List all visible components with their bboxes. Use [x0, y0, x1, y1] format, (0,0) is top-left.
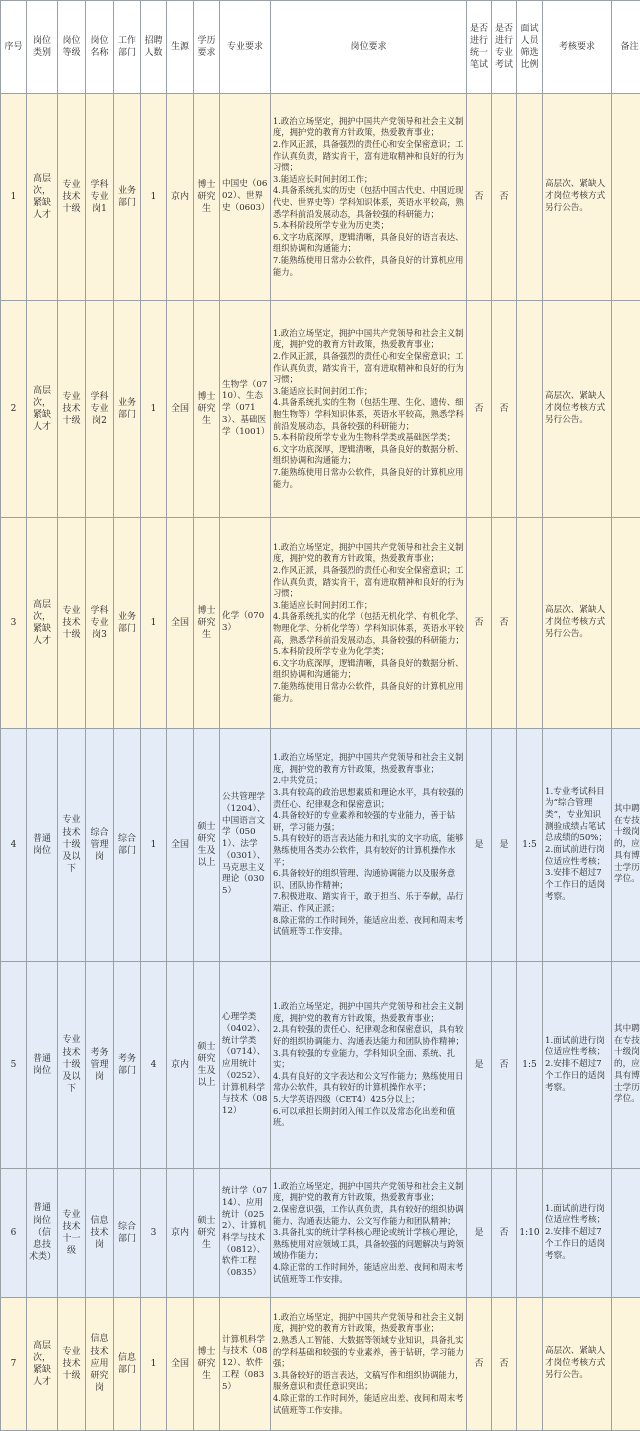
- header-origin: 生源: [167, 1, 194, 94]
- requirement-line: 7.能熟练使用日常办公软件，具备良好的计算机应用能力。: [273, 681, 464, 703]
- cell-no: 3: [1, 518, 27, 729]
- cell-category: 普通岗位: [27, 962, 58, 1169]
- header-no: 序号: [1, 1, 27, 94]
- cell-req: [271, 962, 467, 1169]
- requirement-line: 1.政治立场坚定，拥护中国共产党领导和社会主义制度，拥护党的教育方针政策，热爱教育事业；: [273, 327, 464, 350]
- header-edu: 学历要求: [194, 1, 220, 94]
- header-note: 备注: [612, 1, 640, 94]
- table-row: [1, 94, 640, 301]
- requirement-line: 2.具有较强的责任心、纪律观念和保密意识，具有较好的组织协调能力、沟通表达能力和团队协作精神；: [273, 1024, 464, 1046]
- table-row: [1, 962, 640, 1169]
- cell-note: 其中聘在专技十级岗的，应具有博士学历学位。: [612, 729, 640, 962]
- cell-name: 学科专业岗3: [86, 518, 114, 729]
- cell-dept: 业务部门: [114, 518, 141, 729]
- requirement-line: 1.政治立场坚定，拥护中国共产党领导和社会主义制度，拥护党的教育方针政策，热爱教育事业；: [273, 1001, 464, 1023]
- cell-major: 生物学（0710）、生态学（0713）、基础医学（1001）: [220, 301, 271, 518]
- cell-category: 普通岗位（信息技术类）: [27, 1169, 58, 1298]
- cell-pro: 否: [492, 94, 517, 301]
- table-row: [1, 518, 640, 729]
- cell-note: 其中聘在专技十级岗的，应具有博士学历学位。: [612, 962, 640, 1169]
- cell-exam: 否: [467, 518, 492, 729]
- cell-origin: 全国: [167, 1298, 194, 1431]
- requirement-line: 2.作风正派，具备强烈的责任心和安全保密意识；工作认真负责，踏实肯干，富有进取精神和良好的行为习惯；: [273, 138, 464, 173]
- header-name: 岗位名称: [86, 1, 114, 94]
- requirement-line: 5.本科阶段所学专业为历史类；: [273, 220, 389, 231]
- cell-note: [612, 518, 640, 729]
- cell-category: 普通岗位: [27, 729, 58, 962]
- cell-assess: 1.专业考试科目为“综合管理类”，专业知识测验成绩占笔试总成绩的50%；2.面试前进行岗位适应性考核；3.安排不超过7个工作日的适岗考察。: [543, 729, 612, 962]
- cell-name: 学科专业岗2: [86, 301, 114, 518]
- cell-origin: 全国: [167, 518, 194, 729]
- table-body: [1, 94, 640, 1431]
- cell-category: 高层次，紧缺人才: [27, 1298, 58, 1431]
- requirement-line: 3.具备较好的语言表达，文稿写作和组织协调能力，服务意识和责任意识突出；: [273, 1369, 464, 1392]
- cell-assess: 高层次、紧缺人才岗位考核方式另行公告。: [543, 518, 612, 729]
- requirement-line: 6.可以承担长期封闭入闱工作以及常态化出差和值班。: [273, 1105, 456, 1128]
- cell-edu: 硕士研究生及以上: [194, 729, 220, 962]
- header-ratio: 面试人员筛选比例: [517, 1, 543, 94]
- requirement-line: 1.政治立场坚定，拥护中国共产党领导和社会主义制度，拥护党的教育方针政策，热爱教育事业；: [273, 541, 464, 564]
- cell-origin: 京内: [167, 1169, 194, 1298]
- requirement-line: 3.具备扎实的统计学科核心理论或统计学核心理论，熟练使用对应领域工具，具备较强的问题解决与跨领域协作能力；: [273, 1227, 464, 1261]
- cell-category: 高层次，紧缺人才: [27, 301, 58, 518]
- cell-major: 化学（0703）: [220, 518, 271, 729]
- requirement-line: 4.具备系统扎实的化学（包括无机化学、有机化学、物理化学、分析化学等）学科知识体系，英语水平较高，熟悉学科前沿发展动态，具备较强的科研能力；: [273, 611, 464, 645]
- requirement-line: 3.具有较高的政治思想素质和理论水平，具有较强的责任心、纪律观念和保密意识；: [273, 786, 464, 809]
- cell-req: [271, 1298, 467, 1431]
- cell-count: 1: [141, 729, 167, 962]
- cell-dept: 综合部门: [114, 1169, 141, 1298]
- cell-assess: 高层次、紧缺人才岗位考核方式另行公告。: [543, 301, 612, 518]
- cell-level: 专业技术十级: [58, 1298, 86, 1431]
- requirement-line: 4.除正常的工作时间外，能适应出差、夜间和周末考试值班等工作安排。: [273, 1393, 464, 1415]
- cell-edu: 硕士研究生及以上: [194, 962, 220, 1169]
- table-row: [1, 1298, 640, 1431]
- cell-req: [271, 301, 467, 518]
- requirement-line: 7.能熟练使用日常办公软件，具备良好的计算机应用能力。: [273, 255, 464, 277]
- table-row: [1, 729, 640, 962]
- requirement-line: 2.熟悉人工智能、大数据等领域专业知识，具备扎实的学科基础和较强的专业素养，善于钻研，学习能力强；: [273, 1334, 464, 1369]
- table-row: [1, 1169, 640, 1298]
- header-req: 岗位要求: [271, 1, 467, 94]
- cell-name: 信息技术岗: [86, 1169, 114, 1298]
- cell-major: 公共管理学（1204）、中国语言文学（0501）、法学（0301）、马克思主义理论（0305）: [220, 729, 271, 962]
- cell-ratio: 1:5: [517, 729, 543, 962]
- cell-exam: 是: [467, 729, 492, 962]
- header-level: 岗位等级: [58, 1, 86, 94]
- requirement-line: 3.能适应长时间封闭工作；: [273, 599, 373, 610]
- header-count: 招聘人数: [141, 1, 167, 94]
- cell-ratio: 1:10: [517, 1169, 543, 1298]
- cell-origin: 京内: [167, 94, 194, 301]
- cell-exam: 否: [467, 301, 492, 518]
- requirement-line: 2.作风正派，具备强烈的责任心和安全保密意识；工作认真负责，踏实肯干，富有进取精神和良好的行为习惯；: [273, 564, 464, 599]
- cell-assess: 高层次、紧缺人才岗位考核方式另行公告。: [543, 1298, 612, 1431]
- cell-name: 信息技术应用研究岗: [86, 1298, 114, 1431]
- cell-count: 1: [141, 518, 167, 729]
- cell-pro: 否: [492, 518, 517, 729]
- cell-pro: 否: [492, 1298, 517, 1431]
- header-major: 专业要求: [220, 1, 271, 94]
- requirement-line: 8.除正常的工作时间外，能适应出差、夜间和周末考试值班等工作安排。: [273, 914, 464, 937]
- cell-pro: 否: [492, 962, 517, 1169]
- header-exam: 是否进行统一笔试: [467, 1, 492, 94]
- cell-edu: 博士研究生: [194, 518, 220, 729]
- cell-name: 综合管理岗: [86, 729, 114, 962]
- cell-no: 5: [1, 962, 27, 1169]
- cell-origin: 全国: [167, 301, 194, 518]
- cell-dept: 业务部门: [114, 94, 141, 301]
- cell-edu: 硕士研究生: [194, 1169, 220, 1298]
- cell-level: 专业技术十级: [58, 301, 86, 518]
- cell-level: 专业技术十一级: [58, 1169, 86, 1298]
- requirement-line: 6.文字功底深厚，逻辑清晰，具备良好的语言表达、组织协调和沟通能力；: [273, 231, 464, 254]
- requirement-line: 4.具备较好的专业素养和较强的专业能力，善于钻研，学习能力强；: [273, 810, 456, 832]
- cell-level: 专业技术十级及以下: [58, 729, 86, 962]
- cell-note: [612, 1169, 640, 1298]
- cell-count: 1: [141, 1298, 167, 1431]
- cell-origin: 全国: [167, 729, 194, 962]
- cell-ratio: 1:5: [517, 962, 543, 1169]
- cell-origin: 京内: [167, 962, 194, 1169]
- cell-ratio: [517, 518, 543, 729]
- cell-name: 考务管理岗: [86, 962, 114, 1169]
- cell-dept: 业务部门: [114, 301, 141, 518]
- cell-dept: 信息部门: [114, 1298, 141, 1431]
- requirement-line: 5.具有较好的语言表达能力和扎实的文字功底，能够熟练使用各类办公软件，具有较好的计算机操作水平；: [273, 833, 464, 867]
- requirement-line: 5.大学英语四级（CET4）425分以上；: [273, 1094, 420, 1105]
- requirement-line: 3.能适应长时间封闭工作；: [273, 173, 373, 184]
- cell-no: 7: [1, 1298, 27, 1431]
- cell-no: 2: [1, 301, 27, 518]
- requirement-line: 3.具有较强的专业能力，学科知识全面、系统、扎实；: [273, 1047, 456, 1070]
- requirement-line: 1.政治立场坚定，拥护中国共产党领导和社会主义制度，拥护党的教育方针政策，热爱教育事业；: [273, 115, 464, 138]
- cell-ratio: [517, 1298, 543, 1431]
- requirement-line: 4.具有良好的文字表达和公文写作能力；熟练使用日常办公软件，具有较好的计算机操作水平；: [273, 1070, 464, 1093]
- cell-assess: 1.面试前进行岗位适应性考核；2.安排不超过7个工作日的适岗考察。: [543, 1169, 612, 1298]
- requirement-line: 2.中共党员；: [273, 775, 323, 786]
- requirement-line: 6.具备较好的组织管理、沟通协调能力以及服务意识、团队协作精神；: [273, 868, 456, 890]
- requirement-line: 1.政治立场坚定，拥护中国共产党领导和社会主义制度，拥护党的教育方针政策，热爱教育事业；: [273, 1311, 464, 1334]
- cell-no: 6: [1, 1169, 27, 1298]
- cell-req: [271, 1169, 467, 1298]
- requirement-line: 4.具备系统扎实的历史（包括中国古代史、中国近现代史、世界史等）学科知识体系，英语水平较高，熟悉学科前沿发展动态，具备较强的科研能力；: [273, 185, 464, 219]
- cell-note: [612, 301, 640, 518]
- cell-dept: 综合部门: [114, 729, 141, 962]
- requirement-line: 3.能适应长时间封闭工作；: [273, 385, 373, 396]
- cell-level: 专业技术十级及以下: [58, 962, 86, 1169]
- requirement-line: 1.政治立场坚定，拥护中国共产党领导和社会主义制度，拥护党的教育方针政策，热爱教育事业；: [273, 1180, 464, 1203]
- header-assess: 考核要求: [543, 1, 612, 94]
- cell-edu: 博士研究生: [194, 301, 220, 518]
- cell-level: 专业技术十级: [58, 518, 86, 729]
- requirement-line: 5.本科阶段所学专业为化学类；: [273, 646, 389, 657]
- cell-count: 4: [141, 962, 167, 1169]
- cell-req: [271, 94, 467, 301]
- requirement-line: 1.政治立场坚定，拥护中国共产党领导和社会主义制度，拥护党的教育方针政策，热爱教育事业；: [273, 752, 464, 774]
- requirement-line: 6.文字功底深厚，逻辑清晰，具备良好的数据分析、组织协调和沟通能力；: [273, 443, 464, 466]
- cell-dept: 考务部门: [114, 962, 141, 1169]
- cell-count: 1: [141, 94, 167, 301]
- cell-pro: 否: [492, 301, 517, 518]
- cell-pro: 是: [492, 729, 517, 962]
- cell-exam: 是: [467, 962, 492, 1169]
- cell-ratio: [517, 301, 543, 518]
- cell-exam: 否: [467, 1298, 492, 1431]
- cell-exam: 是: [467, 1169, 492, 1298]
- cell-edu: 博士研究生: [194, 1298, 220, 1431]
- header-pro: 是否进行专业考试: [492, 1, 517, 94]
- cell-count: 1: [141, 301, 167, 518]
- cell-assess: 1.面试前进行岗位适应性考核；2.安排不超过7个工作日的适岗考察。: [543, 962, 612, 1169]
- cell-ratio: [517, 94, 543, 301]
- cell-exam: 否: [467, 94, 492, 301]
- header-category: 岗位类别: [27, 1, 58, 94]
- cell-count: 3: [141, 1169, 167, 1298]
- cell-assess: 高层次、紧缺人才岗位考核方式另行公告。: [543, 94, 612, 301]
- cell-no: 4: [1, 729, 27, 962]
- header-row: [1, 1, 640, 94]
- cell-category: 高层次，紧缺人才: [27, 518, 58, 729]
- requirement-line: 7.能熟练使用日常办公软件，具备良好的计算机应用能力。: [273, 467, 464, 489]
- requirement-line: 7.积极进取、踏实肯干，敢于担当、乐于奉献，品行端正、作风正派；: [273, 891, 464, 914]
- header-dept: 工作部门: [114, 1, 141, 94]
- cell-note: [612, 1298, 640, 1431]
- cell-major: 中国史（0602）、世界史（0603）: [220, 94, 271, 301]
- requirement-line: 5.本科阶段所学专业为生物科学类或基础医学类；: [273, 432, 456, 443]
- cell-req: [271, 729, 467, 962]
- cell-major: 统计学（0714）、应用统计（0252）、计算机科学与技术（0812）、软件工程（0835）: [220, 1169, 271, 1298]
- cell-name: 学科专业岗1: [86, 94, 114, 301]
- cell-category: 高层次，紧缺人才: [27, 94, 58, 301]
- cell-level: 专业技术十级: [58, 94, 86, 301]
- requirement-line: 2.作风正派，具备强烈的责任心和安全保密意识；工作认真负责，踏实肯干，富有进取精神和良好的行为习惯；: [273, 350, 464, 385]
- cell-major: 心理学类（0402）、统计学类（0714）、应用统计（0252）、计算机科学与技术（0812）: [220, 962, 271, 1169]
- cell-edu: 博士研究生: [194, 94, 220, 301]
- table-row: [1, 301, 640, 518]
- requirement-line: 6.文字功底深厚，逻辑清晰，具备良好的数据分析、组织协调和沟通能力；: [273, 657, 464, 680]
- cell-req: [271, 518, 467, 729]
- cell-no: 1: [1, 94, 27, 301]
- requirement-line: 4.具备系统扎实的生物（包括生理、生化、遗传、细胞生物等）学科知识体系，英语水平较高，熟悉学科前沿发展动态，具备较强的科研能力；: [273, 397, 464, 431]
- requirement-line: 4.除正常的工作时间外，能适应出差、夜间和周末考试值班等工作安排。: [273, 1262, 464, 1284]
- cell-pro: 否: [492, 1169, 517, 1298]
- requirement-line: 2.保密意识强，工作认真负责，具有较好的组织协调能力、沟通表达能力、公文写作能力和团队精神；: [273, 1203, 464, 1226]
- cell-major: 计算机科学与技术（0812）、软件工程（0835）: [220, 1298, 271, 1431]
- cell-note: [612, 94, 640, 301]
